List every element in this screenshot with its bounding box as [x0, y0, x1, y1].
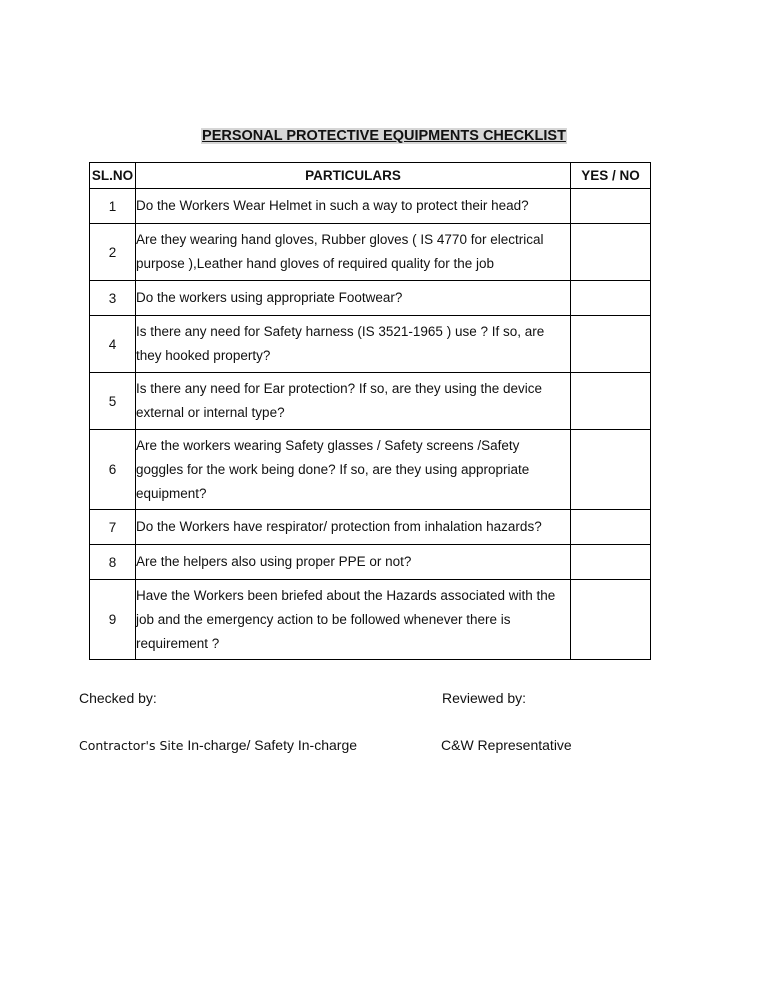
- row-answer-cell[interactable]: [571, 373, 651, 430]
- reviewer-role: C&W Representative: [441, 737, 572, 753]
- checker-role-rest: In-charge/ Safety In-charge: [183, 737, 358, 753]
- row-answer-cell[interactable]: [571, 545, 651, 580]
- table-row: [90, 189, 651, 224]
- reviewed-by-label: Reviewed by:: [442, 690, 527, 706]
- row-particulars: Are the workers wearing Safety glasses / Safety screens /Safety goggles for the work being done? If so, are they using appropriate equipment?: [136, 430, 571, 510]
- checker-role-prefix: Contractor's Site: [79, 738, 184, 753]
- row-particulars: Are the helpers also using proper PPE or not?: [136, 545, 571, 580]
- row-particulars: Do the Workers have respirator/ protection from inhalation hazards?: [136, 510, 571, 545]
- checked-by-label: Checked by:: [79, 690, 157, 706]
- row-answer-cell[interactable]: [571, 430, 651, 510]
- document-title: [0, 128, 768, 144]
- checker-role: [79, 737, 357, 753]
- document-title-text: PERSONAL PROTECTIVE EQUIPMENTS CHECKLIST: [202, 128, 566, 144]
- header-yes-no: YES / NO: [571, 163, 651, 189]
- ppe-checklist-table: [89, 162, 651, 660]
- row-sl-no: 5: [90, 373, 136, 430]
- row-answer-cell[interactable]: [571, 510, 651, 545]
- row-answer-cell[interactable]: [571, 316, 651, 373]
- row-sl-no: 1: [90, 189, 136, 224]
- row-sl-no: 2: [90, 224, 136, 281]
- table-row: [90, 224, 651, 281]
- row-answer-cell[interactable]: [571, 580, 651, 660]
- row-particulars: Do the Workers Wear Helmet in such a way to protect their head?: [136, 189, 571, 224]
- header-particulars: PARTICULARS: [136, 163, 571, 189]
- table-row: [90, 580, 651, 660]
- row-sl-no: 9: [90, 580, 136, 660]
- row-sl-no: 7: [90, 510, 136, 545]
- row-particulars: Do the workers using appropriate Footwear?: [136, 281, 571, 316]
- header-sl-no: SL.NO: [90, 163, 136, 189]
- table-row: [90, 510, 651, 545]
- table-row: [90, 545, 651, 580]
- table-row: [90, 430, 651, 510]
- row-sl-no: 4: [90, 316, 136, 373]
- table-row: [90, 373, 651, 430]
- row-answer-cell[interactable]: [571, 189, 651, 224]
- row-particulars: Are they wearing hand gloves, Rubber gloves ( IS 4770 for electrical purpose ),Leather hand gloves of required quality for the job: [136, 224, 571, 281]
- row-sl-no: 3: [90, 281, 136, 316]
- table-row: [90, 316, 651, 373]
- row-particulars: Have the Workers been briefed about the Hazards associated with the job and the emergency action to be followed whenever there is requirement ?: [136, 580, 571, 660]
- row-particulars: Is there any need for Ear protection? If so, are they using the device external or internal type?: [136, 373, 571, 430]
- row-answer-cell[interactable]: [571, 224, 651, 281]
- row-sl-no: 8: [90, 545, 136, 580]
- table-row: [90, 281, 651, 316]
- row-particulars: Is there any need for Safety harness (IS 3521-1965 ) use ? If so, are they hooked property?: [136, 316, 571, 373]
- row-sl-no: 6: [90, 430, 136, 510]
- table-header-row: [90, 163, 651, 189]
- row-answer-cell[interactable]: [571, 281, 651, 316]
